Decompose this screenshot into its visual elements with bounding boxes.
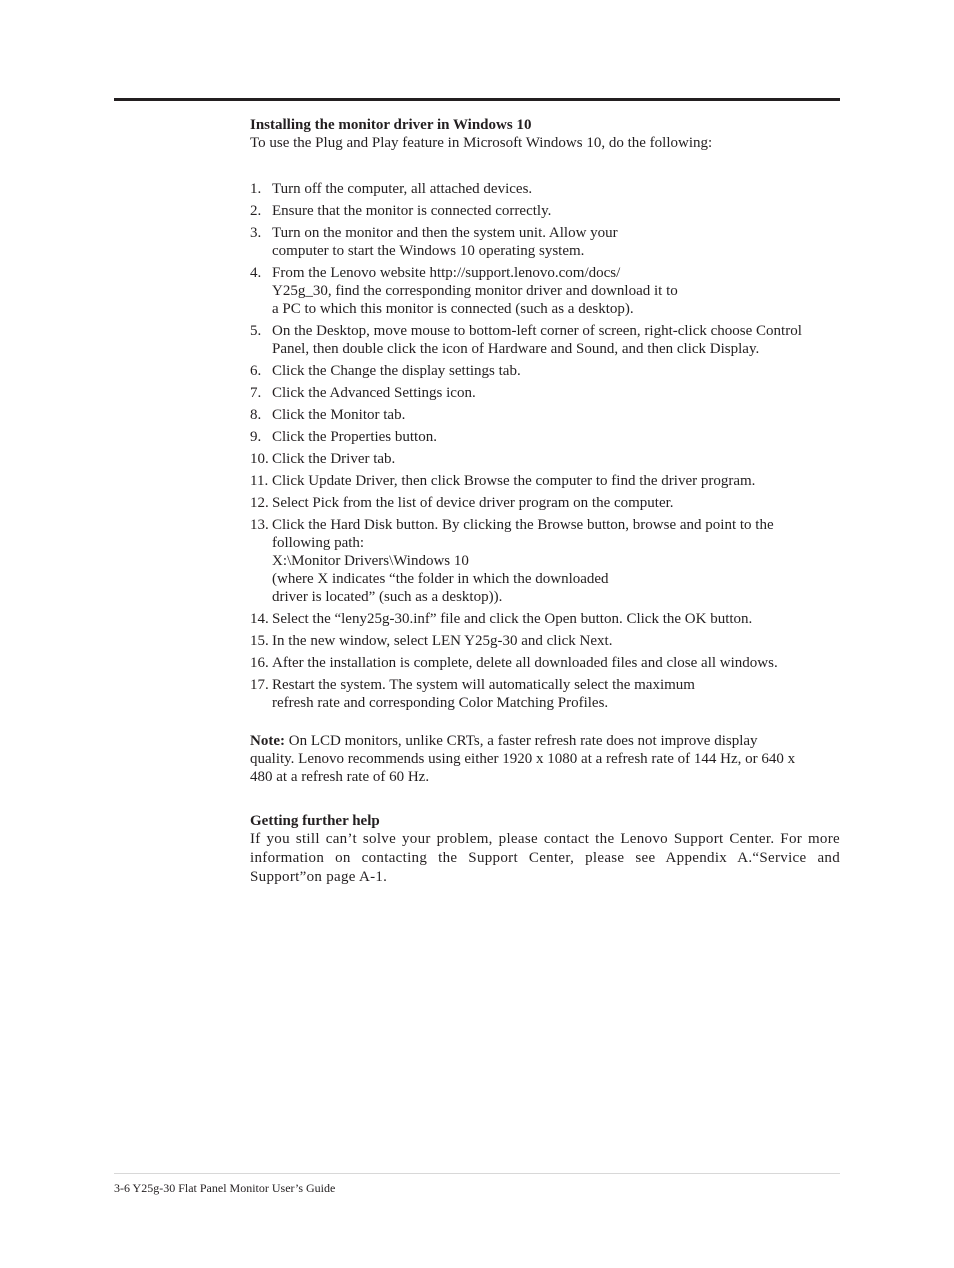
step-number: 10. xyxy=(250,451,269,467)
step-number: 12. xyxy=(250,495,269,511)
step-line: On the Desktop, move mouse to bottom-left corner of screen, right-click choose Control xyxy=(272,323,802,339)
step-line: Click the Hard Disk button. By clicking the Browse button, browse and point to the xyxy=(272,517,774,533)
step-line: Restart the system. The system will automatically select the maximum xyxy=(272,677,695,693)
step-item xyxy=(250,264,840,318)
section-title: Installing the monitor driver in Windows 10 xyxy=(250,117,532,133)
step-number: 9. xyxy=(250,429,262,445)
step-item xyxy=(250,472,840,490)
step-number: 5. xyxy=(250,323,262,339)
help-title: Getting further help xyxy=(250,813,380,829)
step-line: Turn on the monitor and then the system unit. Allow your xyxy=(272,225,618,241)
step-text xyxy=(272,384,840,402)
section-intro: To use the Plug and Play feature in Microsoft Windows 10, do the following: xyxy=(250,135,713,151)
step-line: Y25g_30, find the corresponding monitor driver and download it to xyxy=(272,283,678,299)
step-line: Click the Change the display settings tab. xyxy=(272,363,521,379)
step-line: Ensure that the monitor is connected correctly. xyxy=(272,203,552,219)
step-line: a PC to which this monitor is connected (such as a desktop). xyxy=(272,301,634,317)
step-line: driver is located” (such as a desktop)). xyxy=(272,589,503,605)
step-text xyxy=(272,264,840,318)
step-item xyxy=(250,450,840,468)
step-text xyxy=(272,516,840,606)
step-text xyxy=(272,202,840,220)
step-number: 6. xyxy=(250,363,262,379)
note-line-2: quality. Lenovo recommends using either 1920 x 1080 at a refresh rate of 144 Hz, or 640 x xyxy=(250,751,796,767)
step-line: computer to start the Windows 10 operating system. xyxy=(272,243,585,259)
step-line: Click the Advanced Settings icon. xyxy=(272,385,476,401)
step-number: 13. xyxy=(250,517,269,533)
step-line: Click Update Driver, then click Browse the computer to find the driver program. xyxy=(272,473,756,489)
note-line-3: 480 at a refresh rate of 60 Hz. xyxy=(250,769,430,785)
step-line: Turn off the computer, all attached devices. xyxy=(272,181,533,197)
step-text xyxy=(272,676,840,712)
step-text xyxy=(272,224,840,260)
step-item xyxy=(250,224,840,260)
step-text xyxy=(272,362,840,380)
step-number: 15. xyxy=(250,633,269,649)
step-item xyxy=(250,202,840,220)
step-line: Panel, then double click the icon of Hardware and Sound, and then click Display. xyxy=(272,341,760,357)
step-number: 7. xyxy=(250,385,262,401)
step-text xyxy=(272,450,840,468)
step-item xyxy=(250,676,840,712)
step-item xyxy=(250,632,840,650)
step-number: 1. xyxy=(250,181,262,197)
note-line-1: On LCD monitors, unlike CRTs, a faster refresh rate does not improve display xyxy=(284,733,758,749)
step-number: 11. xyxy=(250,473,269,489)
step-text xyxy=(272,494,840,512)
step-line: After the installation is complete, delete all downloaded files and close all windows. xyxy=(272,655,778,671)
step-line: Click the Monitor tab. xyxy=(272,407,406,423)
step-item xyxy=(250,610,840,628)
note-label: Note: xyxy=(250,733,285,749)
page-footer: 3-6 Y25g-30 Flat Panel Monitor User’s Guide xyxy=(114,1181,336,1195)
step-item xyxy=(250,494,840,512)
step-line: Select the “leny25g-30.inf” file and click the Open button. Click the OK button. xyxy=(272,611,753,627)
step-item xyxy=(250,384,840,402)
step-number: 17. xyxy=(250,677,269,693)
step-number: 2. xyxy=(250,203,262,219)
step-number: 4. xyxy=(250,265,262,281)
step-line: Click the Driver tab. xyxy=(272,451,396,467)
step-number: 16. xyxy=(250,655,269,671)
step-item xyxy=(250,362,840,380)
step-line: X:\Monitor Drivers\Windows 10 xyxy=(272,553,469,569)
step-text xyxy=(272,610,840,628)
step-item xyxy=(250,654,840,672)
steps-list xyxy=(250,180,840,712)
step-number: 14. xyxy=(250,611,269,627)
step-item xyxy=(250,516,840,606)
step-item xyxy=(250,322,840,358)
step-item xyxy=(250,406,840,424)
step-text xyxy=(272,322,840,358)
step-text xyxy=(272,180,840,198)
help-text: If you still can’t solve your problem, please contact the Lenovo Support Center. For more information on contacting the Support Center, please see Appendix A.“Service and Support”on page A-1. xyxy=(250,831,840,885)
note xyxy=(250,732,840,786)
step-number: 8. xyxy=(250,407,262,423)
top-rule xyxy=(114,98,840,101)
step-line: refresh rate and corresponding Color Matching Profiles. xyxy=(272,695,609,711)
step-item xyxy=(250,428,840,446)
page-content xyxy=(250,116,840,887)
step-text xyxy=(272,472,840,490)
step-line: Click the Properties button. xyxy=(272,429,437,445)
step-text xyxy=(272,428,840,446)
step-number: 3. xyxy=(250,225,262,241)
step-line: Select Pick from the list of device driver program on the computer. xyxy=(272,495,674,511)
step-text xyxy=(272,406,840,424)
step-item xyxy=(250,180,840,198)
step-line: From the Lenovo website http://support.lenovo.com/docs/ xyxy=(272,265,621,281)
step-text xyxy=(272,654,840,672)
step-line: (where X indicates “the folder in which the downloaded xyxy=(272,571,609,587)
step-line: In the new window, select LEN Y25g-30 and click Next. xyxy=(272,633,613,649)
step-text xyxy=(272,632,840,650)
step-line: following path: xyxy=(272,535,365,551)
bottom-rule xyxy=(114,1173,840,1174)
